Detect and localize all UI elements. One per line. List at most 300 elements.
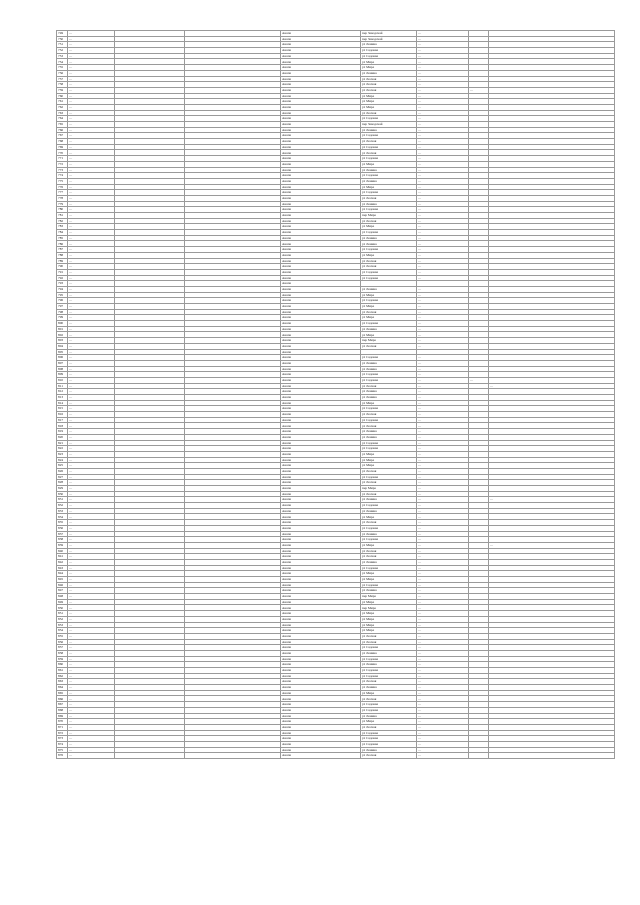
city-cell: Анапа [281, 36, 361, 42]
cadastral-number-cell: … [68, 195, 115, 201]
row-number-cell: 786 [57, 241, 68, 247]
street-cell: ул Садовая [361, 144, 417, 150]
row-number-cell: 841 [57, 554, 68, 560]
cadastral-number-cell: … [68, 65, 115, 71]
house-cell: … [417, 508, 469, 514]
row-number-cell: 870 [57, 719, 68, 725]
cadastral-number-cell: … [68, 150, 115, 156]
row-number-cell: 790 [57, 264, 68, 270]
street-cell: ул Ленина [361, 650, 417, 656]
house-cell: … [417, 611, 469, 617]
street-cell: ул Садовая [361, 230, 417, 236]
city-cell: Анапа [281, 429, 361, 435]
house-cell: … [417, 463, 469, 469]
city-cell: Анапа [281, 349, 361, 355]
cadastral-number-cell: … [68, 190, 115, 196]
row-number-cell: 865 [57, 690, 68, 696]
street-cell: ул Садовая [361, 53, 417, 59]
city-cell: Анапа [281, 753, 361, 759]
note-cell: … [489, 383, 615, 389]
city-cell: Анапа [281, 622, 361, 628]
cadastral-number-cell: … [68, 753, 115, 759]
street-cell: ул Лесная [361, 468, 417, 474]
city-cell: Анапа [281, 144, 361, 150]
city-cell: Анапа [281, 315, 361, 321]
cadastral-number-cell: … [68, 304, 115, 310]
street-cell: ул Ленина [361, 201, 417, 207]
street-cell: ул Садовая [361, 298, 417, 304]
row-number-cell: 769 [57, 144, 68, 150]
cadastral-number-cell: … [68, 173, 115, 179]
row-number-cell: 851 [57, 611, 68, 617]
house-cell: … [417, 702, 469, 708]
house-cell: … [417, 457, 469, 463]
row-number-cell: 846 [57, 582, 68, 588]
house-cell: … [417, 76, 469, 82]
city-cell: Анапа [281, 150, 361, 156]
house-cell: … [417, 315, 469, 321]
cadastral-number-cell: … [68, 252, 115, 258]
street-cell: пер Заводской [361, 36, 417, 42]
city-cell: Анапа [281, 292, 361, 298]
row-number-cell: 787 [57, 247, 68, 253]
cadastral-number-cell: … [68, 122, 115, 128]
cadastral-number-cell: … [68, 412, 115, 418]
row-number-cell: 822 [57, 446, 68, 452]
house-cell: … [417, 343, 469, 349]
row-number-cell: 759 [57, 87, 68, 93]
house-cell: … [417, 537, 469, 543]
cadastral-number-cell: … [68, 213, 115, 219]
cadastral-number-cell: … [68, 321, 115, 327]
city-cell: Анапа [281, 639, 361, 645]
house-cell: … [417, 139, 469, 145]
house-cell: … [417, 497, 469, 503]
city-cell: Анапа [281, 190, 361, 196]
house-cell: … [417, 372, 469, 378]
street-cell: ул Ленина [361, 747, 417, 753]
city-cell: Анапа [281, 468, 361, 474]
city-cell: Анапа [281, 685, 361, 691]
city-cell: Анапа [281, 673, 361, 679]
cadastral-number-cell: … [68, 611, 115, 617]
cadastral-number-cell: … [68, 639, 115, 645]
street-cell: ул Лесная [361, 258, 417, 264]
city-cell: Анапа [281, 451, 361, 457]
city-cell: Анапа [281, 508, 361, 514]
cadastral-number-cell: … [68, 554, 115, 560]
street-cell: пер Мира [361, 486, 417, 492]
city-cell: Анапа [281, 633, 361, 639]
street-cell: ул Лесная [361, 139, 417, 145]
cadastral-number-cell: … [68, 53, 115, 59]
city-cell: Анапа [281, 571, 361, 577]
house-cell: … [417, 440, 469, 446]
city-cell: Анапа [281, 474, 361, 480]
cadastral-number-cell: … [68, 486, 115, 492]
street-cell: пер Заводской [361, 31, 417, 37]
row-number-cell: 808 [57, 366, 68, 372]
street-cell: ул Мира [361, 457, 417, 463]
city-cell: Анапа [281, 82, 361, 88]
cadastral-number-cell: … [68, 542, 115, 548]
row-number-cell: 775 [57, 178, 68, 184]
row-number-cell: 814 [57, 400, 68, 406]
house-cell: … [417, 679, 469, 685]
row-number-cell: 867 [57, 702, 68, 708]
house-cell: … [417, 326, 469, 332]
street-cell: ул Мира [361, 616, 417, 622]
city-cell: Анапа [281, 577, 361, 583]
house-cell: … [417, 122, 469, 128]
cadastral-number-cell: … [68, 349, 115, 355]
street-cell: ул Садовая [361, 275, 417, 281]
house-cell: … [417, 116, 469, 122]
empty-col-b-cell [185, 753, 281, 759]
house-cell: … [417, 275, 469, 281]
street-cell: ул Лесная [361, 383, 417, 389]
note-cell: … [489, 542, 615, 548]
cadastral-number-cell: … [68, 628, 115, 634]
cadastral-number-cell: … [68, 167, 115, 173]
note-cell: … [489, 497, 615, 503]
row-number-cell: 826 [57, 468, 68, 474]
cadastral-number-cell: … [68, 417, 115, 423]
city-cell: Анапа [281, 736, 361, 742]
house-cell: … [417, 662, 469, 668]
cadastral-number-cell: … [68, 446, 115, 452]
house-cell: … [417, 133, 469, 139]
city-cell: Анапа [281, 252, 361, 258]
house-cell: … [417, 258, 469, 264]
cadastral-number-cell: … [68, 588, 115, 594]
street-cell: ул Садовая [361, 440, 417, 446]
city-cell: Анапа [281, 235, 361, 241]
house-cell: … [417, 338, 469, 344]
house-cell: … [417, 741, 469, 747]
flat-cell: … [469, 377, 489, 383]
street-cell: ул Ленина [361, 662, 417, 668]
house-cell: … [417, 548, 469, 554]
row-number-cell: 788 [57, 252, 68, 258]
house-cell: … [417, 93, 469, 99]
house-cell: … [417, 696, 469, 702]
cadastral-number-cell: … [68, 366, 115, 372]
row-number-cell: 866 [57, 696, 68, 702]
street-cell: ул Лесная [361, 195, 417, 201]
house-cell: … [417, 713, 469, 719]
street-cell: ул Мира [361, 224, 417, 230]
cadastral-number-cell: … [68, 491, 115, 497]
row-number-cell: 815 [57, 406, 68, 412]
row-number-cell: 852 [57, 616, 68, 622]
city-cell: Анапа [281, 338, 361, 344]
row-number-cell: 835 [57, 520, 68, 526]
city-cell: Анапа [281, 99, 361, 105]
street-cell: пер Мира [361, 213, 417, 219]
cadastral-number-cell: … [68, 633, 115, 639]
cadastral-number-cell: … [68, 116, 115, 122]
street-cell: ул Садовая [361, 525, 417, 531]
city-cell: Анапа [281, 343, 361, 349]
street-cell: ул Ленина [361, 497, 417, 503]
cadastral-number-cell: … [68, 713, 115, 719]
city-cell: Анапа [281, 423, 361, 429]
house-cell: … [417, 264, 469, 270]
row-number-cell: 836 [57, 525, 68, 531]
cadastral-number-cell: … [68, 650, 115, 656]
street-cell: ул Лесная [361, 343, 417, 349]
house-cell: … [417, 736, 469, 742]
cadastral-number-cell: … [68, 565, 115, 571]
city-cell: Анапа [281, 247, 361, 253]
street-cell: ул Садовая [361, 156, 417, 162]
house-cell: … [417, 224, 469, 230]
row-number-cell: 861 [57, 668, 68, 674]
street-cell: ул Садовая [361, 707, 417, 713]
house-cell: … [417, 247, 469, 253]
row-number-cell: 805 [57, 349, 68, 355]
city-cell: Анапа [281, 326, 361, 332]
row-number-cell: 774 [57, 173, 68, 179]
city-cell: Анапа [281, 605, 361, 611]
row-number-cell: 773 [57, 167, 68, 173]
street-cell: ул Лесная [361, 150, 417, 156]
house-cell: … [417, 377, 469, 383]
street-cell: ул Садовая [361, 503, 417, 509]
street-cell: ул Садовая [361, 656, 417, 662]
house-cell: … [417, 668, 469, 674]
table-row [57, 753, 615, 759]
row-number-cell: 816 [57, 412, 68, 418]
house-cell: … [417, 252, 469, 258]
city-cell: Анапа [281, 588, 361, 594]
row-number-cell: 839 [57, 542, 68, 548]
house-cell: … [417, 360, 469, 366]
city-cell: Анапа [281, 230, 361, 236]
row-number-cell: 770 [57, 150, 68, 156]
street-cell: ул Садовая [361, 377, 417, 383]
row-number-cell: 793 [57, 281, 68, 287]
city-cell: Анапа [281, 383, 361, 389]
cadastral-number-cell: … [68, 36, 115, 42]
city-cell: Анапа [281, 53, 361, 59]
row-number-cell: 752 [57, 48, 68, 54]
city-cell: Анапа [281, 139, 361, 145]
street-cell: ул Мира [361, 451, 417, 457]
house-cell: … [417, 486, 469, 492]
street-cell: пер Мира [361, 594, 417, 600]
house-cell: … [417, 150, 469, 156]
cadastral-number-cell: … [68, 99, 115, 105]
row-number-cell: 795 [57, 292, 68, 298]
city-cell: Анапа [281, 207, 361, 213]
street-cell: пер Мира [361, 605, 417, 611]
row-number-cell: 802 [57, 332, 68, 338]
street-cell: ул Садовая [361, 668, 417, 674]
house-cell: … [417, 525, 469, 531]
row-number-cell: 792 [57, 275, 68, 281]
city-cell: Анапа [281, 48, 361, 54]
house-cell: … [417, 423, 469, 429]
house-cell: … [417, 650, 469, 656]
city-cell: Анапа [281, 87, 361, 93]
street-cell: ул Ленина [361, 127, 417, 133]
city-cell: Анапа [281, 650, 361, 656]
cadastral-number-cell: … [68, 156, 115, 162]
city-cell: Анапа [281, 298, 361, 304]
house-cell: … [417, 474, 469, 480]
house-cell: … [417, 577, 469, 583]
row-number-cell: 875 [57, 747, 68, 753]
city-cell: Анапа [281, 224, 361, 230]
cadastral-number-cell: … [68, 127, 115, 133]
row-number-cell: 762 [57, 104, 68, 110]
city-cell: Анапа [281, 679, 361, 685]
city-cell: Анапа [281, 514, 361, 520]
cadastral-number-cell: … [68, 360, 115, 366]
street-cell: ул Садовая [361, 133, 417, 139]
house-cell: … [417, 36, 469, 42]
cadastral-number-cell: … [68, 520, 115, 526]
cadastral-number-cell: … [68, 104, 115, 110]
row-number-cell: 797 [57, 304, 68, 310]
row-number-cell: 801 [57, 326, 68, 332]
cadastral-number-cell: … [68, 662, 115, 668]
city-cell: Анапа [281, 434, 361, 440]
house-cell: … [417, 656, 469, 662]
city-cell: Анапа [281, 542, 361, 548]
city-cell: Анапа [281, 457, 361, 463]
street-cell: ул Садовая [361, 736, 417, 742]
cadastral-number-cell: … [68, 736, 115, 742]
street-cell: ул Лесная [361, 309, 417, 315]
row-number-cell: 755 [57, 65, 68, 71]
city-cell: Анапа [281, 611, 361, 617]
cadastral-number-cell: … [68, 724, 115, 730]
house-cell: … [417, 491, 469, 497]
house-cell: … [417, 53, 469, 59]
row-number-cell: 750 [57, 36, 68, 42]
row-number-cell: 812 [57, 389, 68, 395]
street-cell: ул Мира [361, 719, 417, 725]
street-cell: ул Ленина [361, 167, 417, 173]
house-cell: … [417, 70, 469, 76]
city-cell: Анапа [281, 531, 361, 537]
flat-cell: … [469, 87, 489, 93]
cadastral-number-cell: … [68, 594, 115, 600]
city-cell: Анапа [281, 730, 361, 736]
city-cell: Анапа [281, 321, 361, 327]
row-number-cell: 771 [57, 156, 68, 162]
row-number-cell: 825 [57, 463, 68, 469]
city-cell: Анапа [281, 372, 361, 378]
city-cell: Анапа [281, 309, 361, 315]
street-cell: ул Мира [361, 332, 417, 338]
city-cell: Анапа [281, 480, 361, 486]
house-cell: … [417, 42, 469, 48]
cadastral-number-cell: … [68, 531, 115, 537]
house-cell: … [417, 565, 469, 571]
cadastral-number-cell: … [68, 463, 115, 469]
cadastral-number-cell: … [68, 679, 115, 685]
cadastral-number-cell: … [68, 571, 115, 577]
street-cell: ул Мира [361, 104, 417, 110]
row-number-cell: 857 [57, 645, 68, 651]
street-cell: ул Лесная [361, 423, 417, 429]
row-number-cell: 854 [57, 628, 68, 634]
house-cell: … [417, 110, 469, 116]
cadastral-number-cell: … [68, 599, 115, 605]
street-cell: ул Ленина [361, 42, 417, 48]
city-cell: Анапа [281, 70, 361, 76]
row-number-cell: 766 [57, 127, 68, 133]
row-number-cell: 838 [57, 537, 68, 543]
city-cell: Анапа [281, 275, 361, 281]
street-cell: ул Ленина [361, 685, 417, 691]
cadastral-number-cell: … [68, 514, 115, 520]
street-cell: ул Садовая [361, 446, 417, 452]
city-cell: Анапа [281, 520, 361, 526]
city-cell: Анапа [281, 127, 361, 133]
cadastral-number-cell: … [68, 207, 115, 213]
city-cell: Анапа [281, 440, 361, 446]
city-cell: Анапа [281, 747, 361, 753]
street-cell: ул Лесная [361, 491, 417, 497]
city-cell: Анапа [281, 281, 361, 287]
street-cell: ул Ленина [361, 588, 417, 594]
house-cell: … [417, 304, 469, 310]
cadastral-number-cell: … [68, 70, 115, 76]
street-cell: ул Лесная [361, 520, 417, 526]
street-cell: ул Лесная [361, 554, 417, 560]
house-cell: … [417, 355, 469, 361]
row-number-cell: 845 [57, 577, 68, 583]
house-cell: … [417, 241, 469, 247]
cadastral-number-cell: … [68, 218, 115, 224]
city-cell: Анапа [281, 656, 361, 662]
cadastral-number-cell: … [68, 184, 115, 190]
house-cell: … [417, 753, 469, 759]
city-cell: Анапа [281, 156, 361, 162]
row-number-cell: 855 [57, 633, 68, 639]
city-cell: Анапа [281, 218, 361, 224]
street-cell: ул Ленина [361, 559, 417, 565]
cadastral-number-cell: … [68, 503, 115, 509]
cadastral-number-cell: … [68, 48, 115, 54]
house-cell: … [417, 520, 469, 526]
city-cell: Анапа [281, 412, 361, 418]
house-cell: … [417, 514, 469, 520]
house-cell: … [417, 582, 469, 588]
house-cell: … [417, 531, 469, 537]
street-cell: ул Мира [361, 65, 417, 71]
row-number-cell: 809 [57, 372, 68, 378]
cadastral-number-cell: … [68, 82, 115, 88]
city-cell: Анапа [281, 486, 361, 492]
street-cell: ул Садовая [361, 645, 417, 651]
row-number-cell: 776 [57, 184, 68, 190]
house-cell: … [417, 218, 469, 224]
city-cell: Анапа [281, 31, 361, 37]
street-cell: ул Садовая [361, 417, 417, 423]
street-cell: ул Садовая [361, 269, 417, 275]
cadastral-number-cell: … [68, 577, 115, 583]
cadastral-number-cell: … [68, 235, 115, 241]
row-number-cell: 768 [57, 139, 68, 145]
house-cell: … [417, 82, 469, 88]
row-number-cell: 860 [57, 662, 68, 668]
